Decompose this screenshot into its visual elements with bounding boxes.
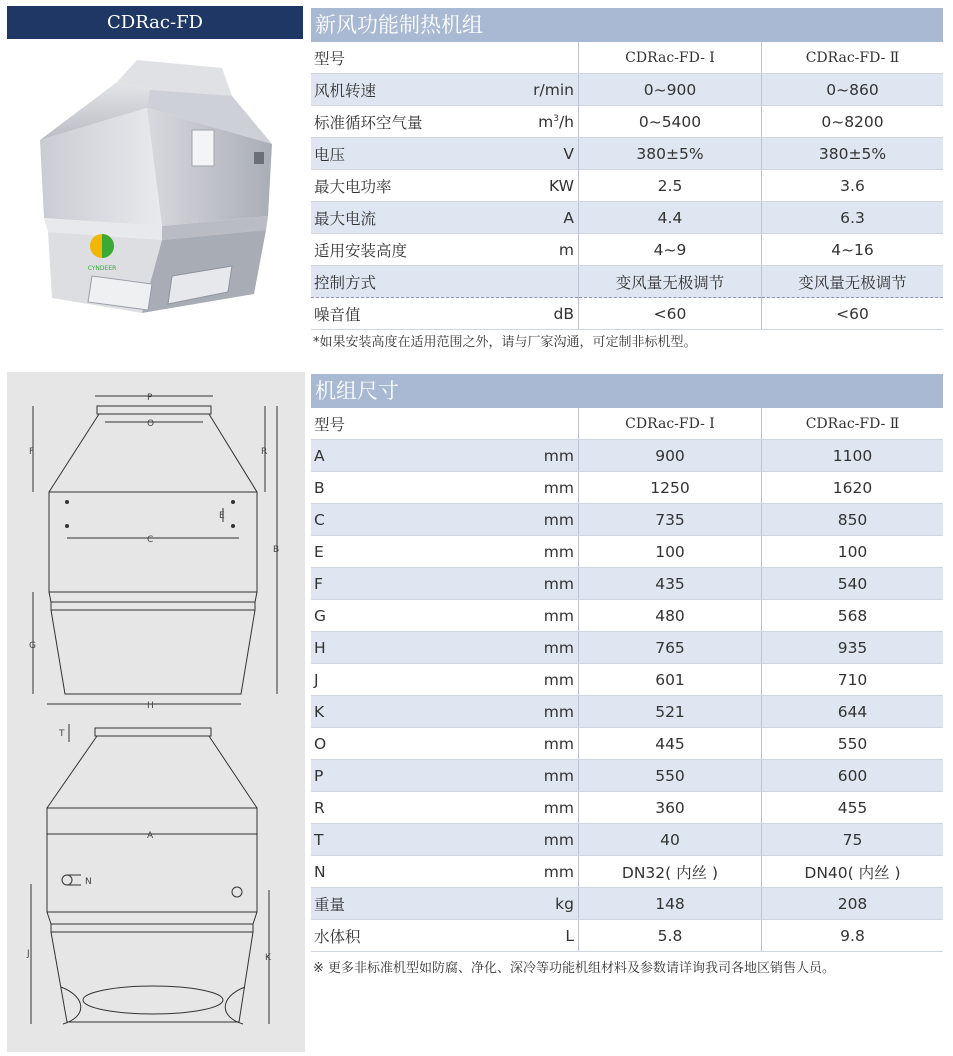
value-model-2: 75 — [762, 824, 944, 856]
value-model-1: 380±5% — [579, 138, 762, 170]
table-row — [311, 266, 943, 298]
table-header-row — [311, 408, 943, 440]
dim-label-c: C — [147, 535, 154, 545]
table-row — [311, 202, 943, 234]
value-model-2: 550 — [762, 728, 944, 760]
table-row — [311, 138, 943, 170]
unit-cell: mm — [509, 824, 579, 856]
table-row — [311, 600, 943, 632]
table-row — [311, 920, 943, 952]
table-row — [311, 888, 943, 920]
row-label: G — [311, 600, 509, 632]
value-model-2: 568 — [762, 600, 944, 632]
unit-cell: mm — [509, 632, 579, 664]
header-model-2: CDRac-FD- Ⅱ — [762, 408, 944, 440]
row-label: 标准循环空气量 — [311, 106, 509, 138]
dim-label-k: K — [265, 953, 271, 963]
table-row — [311, 824, 943, 856]
logo-text: CYNDEER — [87, 265, 117, 272]
table-header-row — [311, 42, 943, 74]
row-label: 噪音值 — [311, 298, 509, 330]
value-model-1: 765 — [579, 632, 762, 664]
row-label: J — [311, 664, 509, 696]
table-row — [311, 696, 943, 728]
row-label: T — [311, 824, 509, 856]
header-model-1: CDRac-FD- Ⅰ — [579, 42, 762, 74]
unit-cell — [509, 408, 579, 440]
dim-label-b: B — [273, 545, 280, 555]
value-model-2: 935 — [762, 632, 944, 664]
value-model-2: <60 — [762, 298, 944, 330]
value-model-1: 变风量无极调节 — [579, 266, 762, 298]
unit-cell: mm — [509, 600, 579, 632]
table-row — [311, 728, 943, 760]
table-row — [311, 234, 943, 266]
row-label: 适用安装高度 — [311, 234, 509, 266]
value-model-1: 4~9 — [579, 234, 762, 266]
unit-cell: mm — [509, 856, 579, 888]
header-model-1: CDRac-FD- Ⅰ — [579, 408, 762, 440]
value-model-2: 1100 — [762, 440, 944, 472]
value-model-2: 600 — [762, 760, 944, 792]
value-model-2: 变风量无极调节 — [762, 266, 944, 298]
unit-cell: r/min — [509, 74, 579, 106]
value-model-1: 2.5 — [579, 170, 762, 202]
performance-section-title: 新风功能制热机组 — [311, 8, 943, 42]
value-model-1: 601 — [579, 664, 762, 696]
performance-note: *如果安装高度在适用范围之外，请与厂家沟通，可定制非标机型。 — [313, 335, 697, 350]
dimensions-section-title: 机组尺寸 — [311, 374, 943, 408]
table-row — [311, 664, 943, 696]
value-model-1: 521 — [579, 696, 762, 728]
unit-cell — [509, 42, 579, 74]
value-model-2: 9.8 — [762, 920, 944, 952]
row-label: 最大电流 — [311, 202, 509, 234]
value-model-2: 540 — [762, 568, 944, 600]
table-row — [311, 536, 943, 568]
table-row — [311, 472, 943, 504]
unit-cell: mm — [509, 536, 579, 568]
dimension-drawing-panel — [7, 372, 305, 1052]
table-row — [311, 170, 943, 202]
unit-cell: V — [509, 138, 579, 170]
table-row — [311, 856, 943, 888]
row-label: N — [311, 856, 509, 888]
row-label: 最大电功率 — [311, 170, 509, 202]
row-label: B — [311, 472, 509, 504]
dim-label-a: A — [147, 831, 154, 841]
row-label: E — [311, 536, 509, 568]
value-model-2: 1620 — [762, 472, 944, 504]
row-label: 水体积 — [311, 920, 509, 952]
unit-cell: mm — [509, 696, 579, 728]
value-model-2: 455 — [762, 792, 944, 824]
value-model-2: 6.3 — [762, 202, 944, 234]
value-model-2: 644 — [762, 696, 944, 728]
value-model-2: 3.6 — [762, 170, 944, 202]
row-label: P — [311, 760, 509, 792]
table-row — [311, 760, 943, 792]
table-row — [311, 106, 943, 138]
value-model-2: 4~16 — [762, 234, 944, 266]
value-model-1: 5.8 — [579, 920, 762, 952]
unit-cell: mm — [509, 568, 579, 600]
value-model-2: 380±5% — [762, 138, 944, 170]
row-label: F — [311, 568, 509, 600]
dimensions-table — [311, 408, 943, 952]
unit-cell: mm — [509, 440, 579, 472]
row-label: C — [311, 504, 509, 536]
dim-label-g: G — [29, 641, 36, 651]
value-model-1: 1250 — [579, 472, 762, 504]
row-label: A — [311, 440, 509, 472]
value-model-1: 148 — [579, 888, 762, 920]
dim-label-h: H — [147, 701, 154, 711]
value-model-1: 550 — [579, 760, 762, 792]
dim-label-f: F — [29, 447, 35, 457]
unit-cell: L — [509, 920, 579, 952]
unit-m3h: $m^3/h$ — [509, 106, 579, 138]
value-model-2: 100 — [762, 536, 944, 568]
dim-label-t: T — [59, 729, 65, 739]
value-model-1: 100 — [579, 536, 762, 568]
unit-cell: kg — [509, 888, 579, 920]
dim-label-j: J — [27, 949, 30, 959]
value-model-2: 710 — [762, 664, 944, 696]
value-model-1: DN32( 内丝 ) — [579, 856, 762, 888]
dim-label-e: E — [219, 511, 225, 521]
value-model-1: 480 — [579, 600, 762, 632]
table-row — [311, 504, 943, 536]
value-model-1: <60 — [579, 298, 762, 330]
value-model-1: 445 — [579, 728, 762, 760]
model-badge: CDRac-FD — [7, 6, 303, 39]
value-model-1: 40 — [579, 824, 762, 856]
value-model-1: 900 — [579, 440, 762, 472]
dim-label-o: O — [147, 419, 155, 429]
table-row — [311, 632, 943, 664]
dimension-drawing — [7, 372, 305, 1052]
table-row — [311, 74, 943, 106]
value-model-1: 4.4 — [579, 202, 762, 234]
performance-table — [311, 42, 943, 330]
unit-cell: A — [509, 202, 579, 234]
value-model-1: 360 — [579, 792, 762, 824]
header-model-2: CDRac-FD- Ⅱ — [762, 42, 944, 74]
dim-label-n: N — [85, 877, 92, 887]
value-model-1: 735 — [579, 504, 762, 536]
unit-cell: KW — [509, 170, 579, 202]
unit-cell: mm — [509, 504, 579, 536]
dim-label-p: P — [147, 393, 153, 403]
row-label: 电压 — [311, 138, 509, 170]
value-model-1: 435 — [579, 568, 762, 600]
row-label: O — [311, 728, 509, 760]
value-model-2: DN40( 内丝 ) — [762, 856, 944, 888]
unit-cell: dB — [509, 298, 579, 330]
header-model-label: 型号 — [311, 42, 509, 74]
dimensions-note: ※ 更多非标准机型如防腐、净化、深冷等功能机组材料及参数请详询我司各地区销售人员。 — [313, 961, 836, 976]
unit-cell: mm — [509, 728, 579, 760]
table-row — [311, 298, 943, 330]
row-label: 控制方式 — [311, 266, 509, 298]
unit-cell — [509, 266, 579, 298]
unit-cell: mm — [509, 472, 579, 504]
unit-cell: m — [509, 234, 579, 266]
row-label: 重量 — [311, 888, 509, 920]
header-model-label: 型号 — [311, 408, 509, 440]
value-model-2: 208 — [762, 888, 944, 920]
row-label: H — [311, 632, 509, 664]
unit-cell: mm — [509, 664, 579, 696]
row-label: R — [311, 792, 509, 824]
table-row — [311, 792, 943, 824]
value-model-1: 0~900 — [579, 74, 762, 106]
product-photo — [22, 48, 290, 324]
dim-label-r: R — [261, 447, 268, 457]
unit-cell: mm — [509, 792, 579, 824]
row-label: K — [311, 696, 509, 728]
value-model-2: 0~8200 — [762, 106, 944, 138]
value-model-2: 850 — [762, 504, 944, 536]
value-model-2: 0~860 — [762, 74, 944, 106]
row-label: 风机转速 — [311, 74, 509, 106]
table-row — [311, 568, 943, 600]
table-row — [311, 440, 943, 472]
value-model-1: 0~5400 — [579, 106, 762, 138]
unit-cell: mm — [509, 760, 579, 792]
